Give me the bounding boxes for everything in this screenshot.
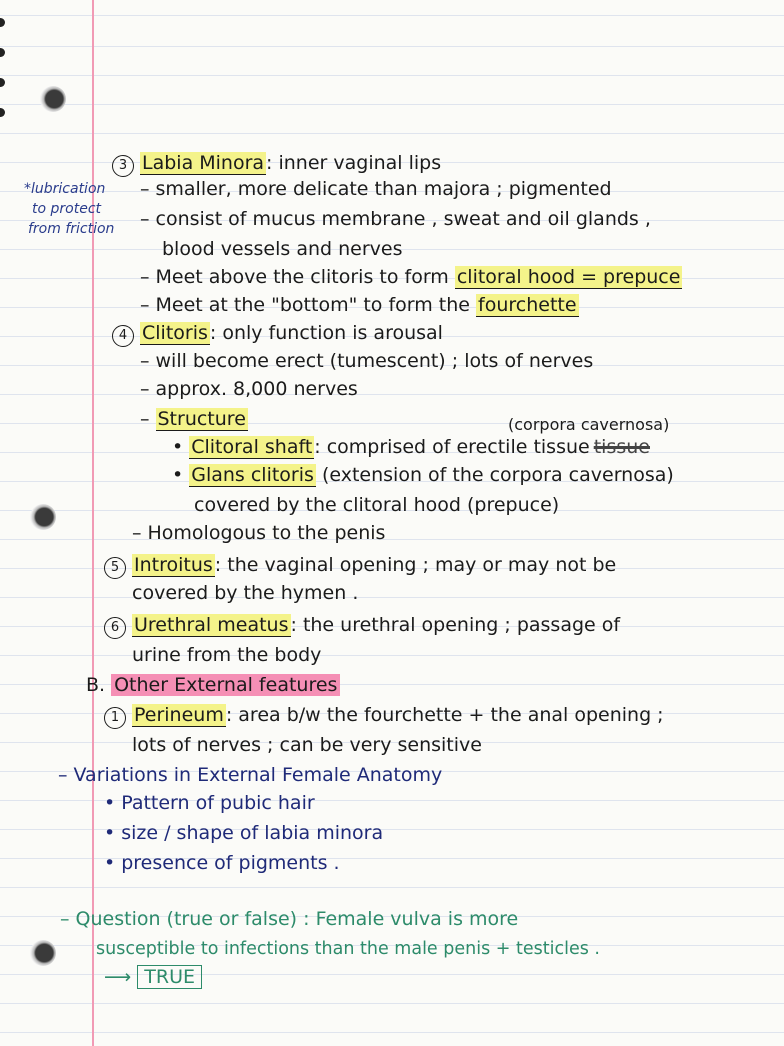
green-question-line: susceptible to infections than the male penis + testicles . [96,939,600,959]
margin-line [92,0,94,1046]
note-line: 1 Perineum : area b/w the fourchette + the anal opening ; [104,704,664,729]
blue-heading: – Variations in External Female Anatomy [58,764,443,786]
blue-item: • Pattern of pubic hair [104,792,315,814]
note-line: • Glans clitoris (extension of the corpora cavernosa) [172,464,674,486]
note-line: – will become erect (tumescent) ; lots of nerves [140,350,594,372]
note-line [112,152,441,177]
term: Clitoris [142,322,208,344]
note-line: lots of nerves ; can be very sensitive [132,734,482,756]
highlighted-term: fourchette [478,294,577,316]
section-heading: B. Other External features [86,674,340,696]
highlighted-term: Structure [157,408,246,430]
note-line: 5 Introitus : the vaginal opening ; may or may not be [104,554,616,579]
spiral-hole [0,78,5,87]
note-line: – Homologous to the penis [132,522,386,544]
note-line: – Meet at the "bottom" to form the fourchette [140,294,577,316]
note-line: 6 Urethral meatus : the urethral opening ; passage of [104,614,620,639]
blue-item: • size / shape of labia minora [104,822,384,844]
item-number: 3 [112,155,134,177]
scribbled-out-text: tissue [593,436,650,458]
annotation: (corpora cavernosa) [508,415,670,434]
item-number: 4 [112,325,134,347]
spiral-hole [0,18,5,27]
note-line: urine from the body [132,644,322,666]
note-line: – smaller, more delicate than majora ; pigmented [140,178,612,200]
spiral-hole [0,108,5,117]
note-line: covered by the hymen . [132,582,359,604]
note-line: 4 Clitoris : only function is arousal [112,322,443,347]
term: Perineum [134,704,224,726]
blue-item: • presence of pigments . [104,852,340,874]
note-line: – consist of mucus membrane , sweat and oil glands , [140,208,651,230]
margin-note-line: from friction [28,221,115,237]
highlighted-heading: Other External features [111,674,340,696]
highlighted-term: Clitoral shaft [191,436,313,458]
punch-hole [30,504,56,530]
margin-note-line: *lubrication [24,181,106,197]
punch-hole [30,940,56,966]
answer-line [104,966,202,988]
note-line: – Meet above the clitoris to form clitoral hood = prepuce [140,266,681,288]
spiral-hole [0,48,5,57]
margin-note-line: to protect [32,201,102,217]
highlighted-term: Glans clitoris [191,464,314,486]
term: Labia Minora [142,152,265,174]
punch-hole [40,86,66,112]
item-number: 1 [104,707,126,729]
item-number: 5 [104,557,126,579]
note-line: – approx. 8,000 nerves [140,378,358,400]
note-line: covered by the clitoral hood (prepuce) [194,494,560,516]
term: Introitus [134,554,213,576]
note-line: blood vessels and nerves [162,238,403,260]
item-number: 6 [104,617,126,639]
arrow-icon: ⟶ [104,966,132,988]
highlighted-term: clitoral hood = prepuce [456,266,681,288]
definition: : inner vaginal lips [266,152,442,174]
answer-box: TRUE [137,965,202,989]
term: Urethral meatus [134,614,289,636]
note-line: – Structure [140,408,246,430]
green-question-line: – Question (true or false) : Female vulva is more [60,908,519,930]
note-line: • Clitoral shaft : comprised of erectile tissue tissue [172,436,650,458]
